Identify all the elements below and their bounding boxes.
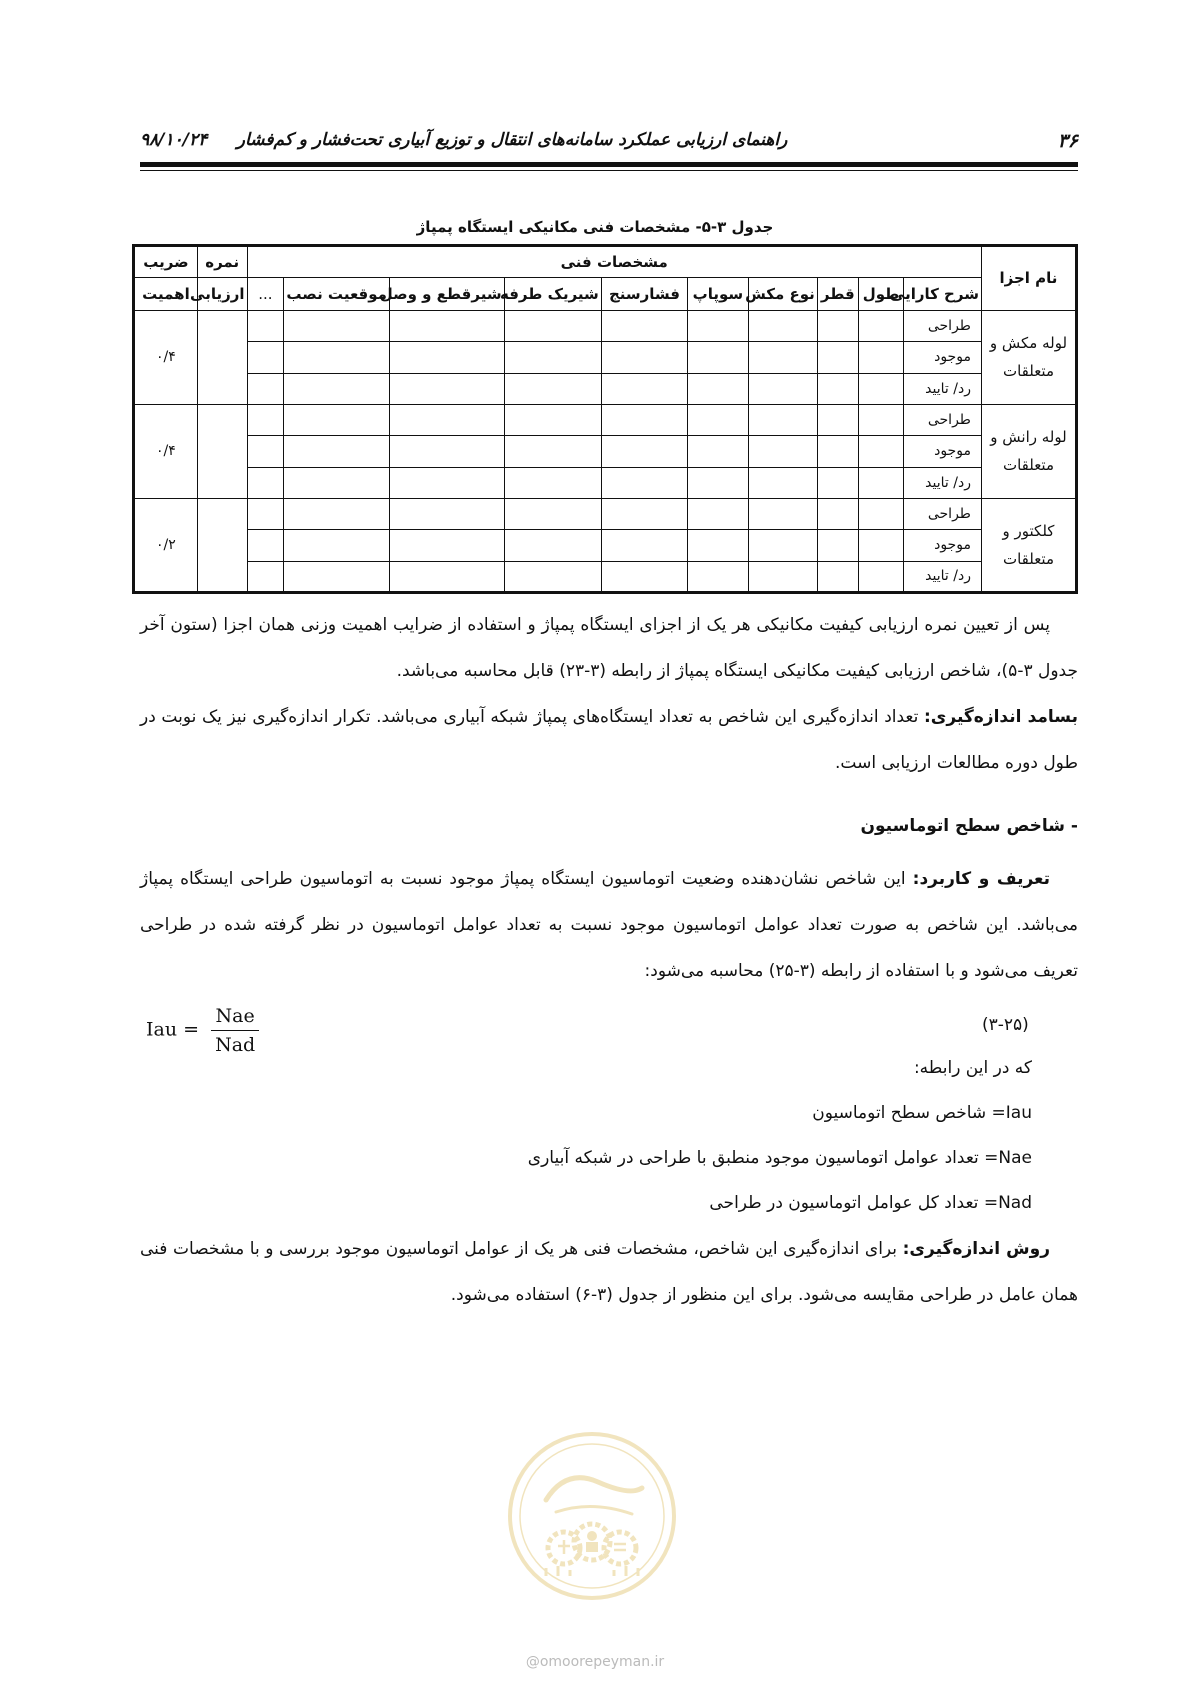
table-row xyxy=(134,530,1077,561)
table-row xyxy=(134,373,1077,404)
score-cell xyxy=(197,498,247,592)
col-score-header-top: نمره xyxy=(197,246,247,278)
score-cell xyxy=(197,310,247,404)
formula-denominator: Nad xyxy=(215,1034,256,1056)
running-title-text: راهنمای ارزیابی عملکرد سامانه‌های انتقال و توزیع آبیاری تحت‌فشار و کم‌فشار xyxy=(236,130,788,150)
part-name: کلکتور و متعلقات xyxy=(981,498,1076,592)
weight-cell: ۰/۴ xyxy=(134,404,198,498)
row-label: موجود xyxy=(904,530,982,561)
spec-col-header: قطر xyxy=(817,278,858,310)
definition-label: تعریف و کاربرد: xyxy=(912,869,1051,889)
spec-col-header: سوپاپ xyxy=(688,278,748,310)
row-label: موجود xyxy=(904,436,982,467)
weight-cell: ۰/۴ xyxy=(134,310,198,404)
col-score-header-bottom: ارزیابی xyxy=(197,278,247,310)
table-row xyxy=(134,342,1077,373)
watermark-seal-icon xyxy=(506,1430,678,1602)
running-date: ۹۸/۱۰/۲۴ xyxy=(140,130,208,150)
row-label: طراحی xyxy=(904,310,982,341)
where-line: که در این رابطه: xyxy=(913,1058,1032,1078)
table-row xyxy=(134,561,1077,592)
formula-numerator: Nae xyxy=(211,1005,259,1031)
row-label: رد/ تایید xyxy=(904,467,982,498)
frequency-text: تعداد اندازه‌گیری این شاخص به تعداد ایستگاه‌های پمپاژ شبکه آبیاری می‌باشد. تکرار اندازه‌گیری نیز یک نوبت در طول دوره مطالعات ارزیابی است. xyxy=(140,707,1078,773)
header-rule-thin xyxy=(140,170,1078,171)
weight-cell: ۰/۲ xyxy=(134,498,198,592)
row-label: طراحی xyxy=(904,498,982,529)
running-title xyxy=(140,130,787,150)
col-weight-header-top: ضریب xyxy=(134,246,198,278)
method-text: برای اندازه‌گیری این شاخص، مشخصات فنی هر یک از عوامل اتوماسیون موجود بررسی و با مشخصات فنی همان عامل در طراحی مقایسه می‌شود. برای این منظور از جدول (۳-۶) استفاده می‌شود. xyxy=(140,1239,1078,1305)
page-header xyxy=(140,118,1078,154)
table-row xyxy=(134,498,1077,529)
paragraph-definition xyxy=(140,856,1078,994)
table-row xyxy=(134,467,1077,498)
watermark-site: @omoorepeyman.ir xyxy=(525,1654,665,1670)
definition-text: این شاخص نشان‌دهنده وضعیت اتوماسیون ایستگاه پمپاژ موجود نسبت به اتوماسیون طراحی ایستگاه پمپاژ می‌باشد. این شاخص به صورت تعداد عوامل اتوماسیون موجود نسبت به تعداد عوامل اتوماسیون در نظر گرفته شده در طراحی تعریف می‌شود و با استفاده از رابطه (۳-۲۵) محاسبه می‌شود: xyxy=(140,869,1078,981)
formula-fraction xyxy=(211,1005,259,1056)
frequency-label: بسامد اندازه‌گیری: xyxy=(923,707,1078,727)
page-number: ۳۶ xyxy=(1057,130,1078,152)
table-row xyxy=(134,404,1077,435)
variable-iau: Iau= شاخص سطح اتوماسیون xyxy=(812,1103,1032,1123)
table-row xyxy=(134,310,1077,341)
paragraph-method xyxy=(140,1226,1078,1318)
part-name: لوله مکش و متعلقات xyxy=(981,310,1076,404)
group-specs-header: مشخصات فنی xyxy=(247,246,981,278)
equation-number: (۳-۲۵) xyxy=(982,1015,1029,1035)
col-weight-header-bottom: اهمیت xyxy=(134,278,198,310)
part-name: لوله رانش و متعلقات xyxy=(981,404,1076,498)
spec-col-header: فشارسنج xyxy=(601,278,687,310)
table-row xyxy=(134,436,1077,467)
formula-lhs: Iau = xyxy=(146,1018,200,1041)
paragraph-frequency xyxy=(140,694,1078,786)
spec-col-header: شرح کارایی xyxy=(904,278,982,310)
spec-table xyxy=(132,244,1078,594)
score-cell xyxy=(197,404,247,498)
spec-col-header: طول xyxy=(858,278,903,310)
row-label: طراحی xyxy=(904,404,982,435)
col-part-header: نام اجزا xyxy=(981,246,1076,311)
row-label: رد/ تایید xyxy=(904,561,982,592)
method-label: روش اندازه‌گیری: xyxy=(902,1239,1050,1259)
spec-col-header: نوع مکش xyxy=(748,278,817,310)
header-rule xyxy=(140,162,1078,167)
paragraph-index-calc: پس از تعیین نمره ارزیابی کیفیت مکانیکی هر یک از اجزای ایستگاه پمپاژ و استفاده از ضرایب اهمیت وزنی همان اجزا (ستون آخر جدول ۳-۵)، شاخص ارزیابی کیفیت مکانیکی ایستگاه پمپاژ از رابطه (۳-۲۳) قابل محاسبه می‌باشد. xyxy=(140,615,1078,681)
row-label: رد/ تایید xyxy=(904,373,982,404)
spec-col-header: شیریک طرفه xyxy=(504,278,601,310)
spec-col-header: شیرقطع و وصل xyxy=(390,278,504,310)
formula-iau xyxy=(146,1005,259,1056)
section-heading: - شاخص سطح اتوماسیون xyxy=(860,816,1078,836)
spec-col-header: ... xyxy=(247,278,284,310)
variable-nad: Nad= تعداد کل عوامل اتوماسیون در طراحی xyxy=(709,1193,1032,1213)
table-caption: جدول ۳-۵- مشخصات فنی مکانیکی ایستگاه پمپاژ xyxy=(416,218,774,236)
spec-col-header: موقعیت نصب xyxy=(284,278,390,310)
row-label: موجود xyxy=(904,342,982,373)
variable-nae: Nae= تعداد عوامل اتوماسیون موجود منطبق با طراحی در شبکه آبیاری xyxy=(527,1148,1032,1168)
